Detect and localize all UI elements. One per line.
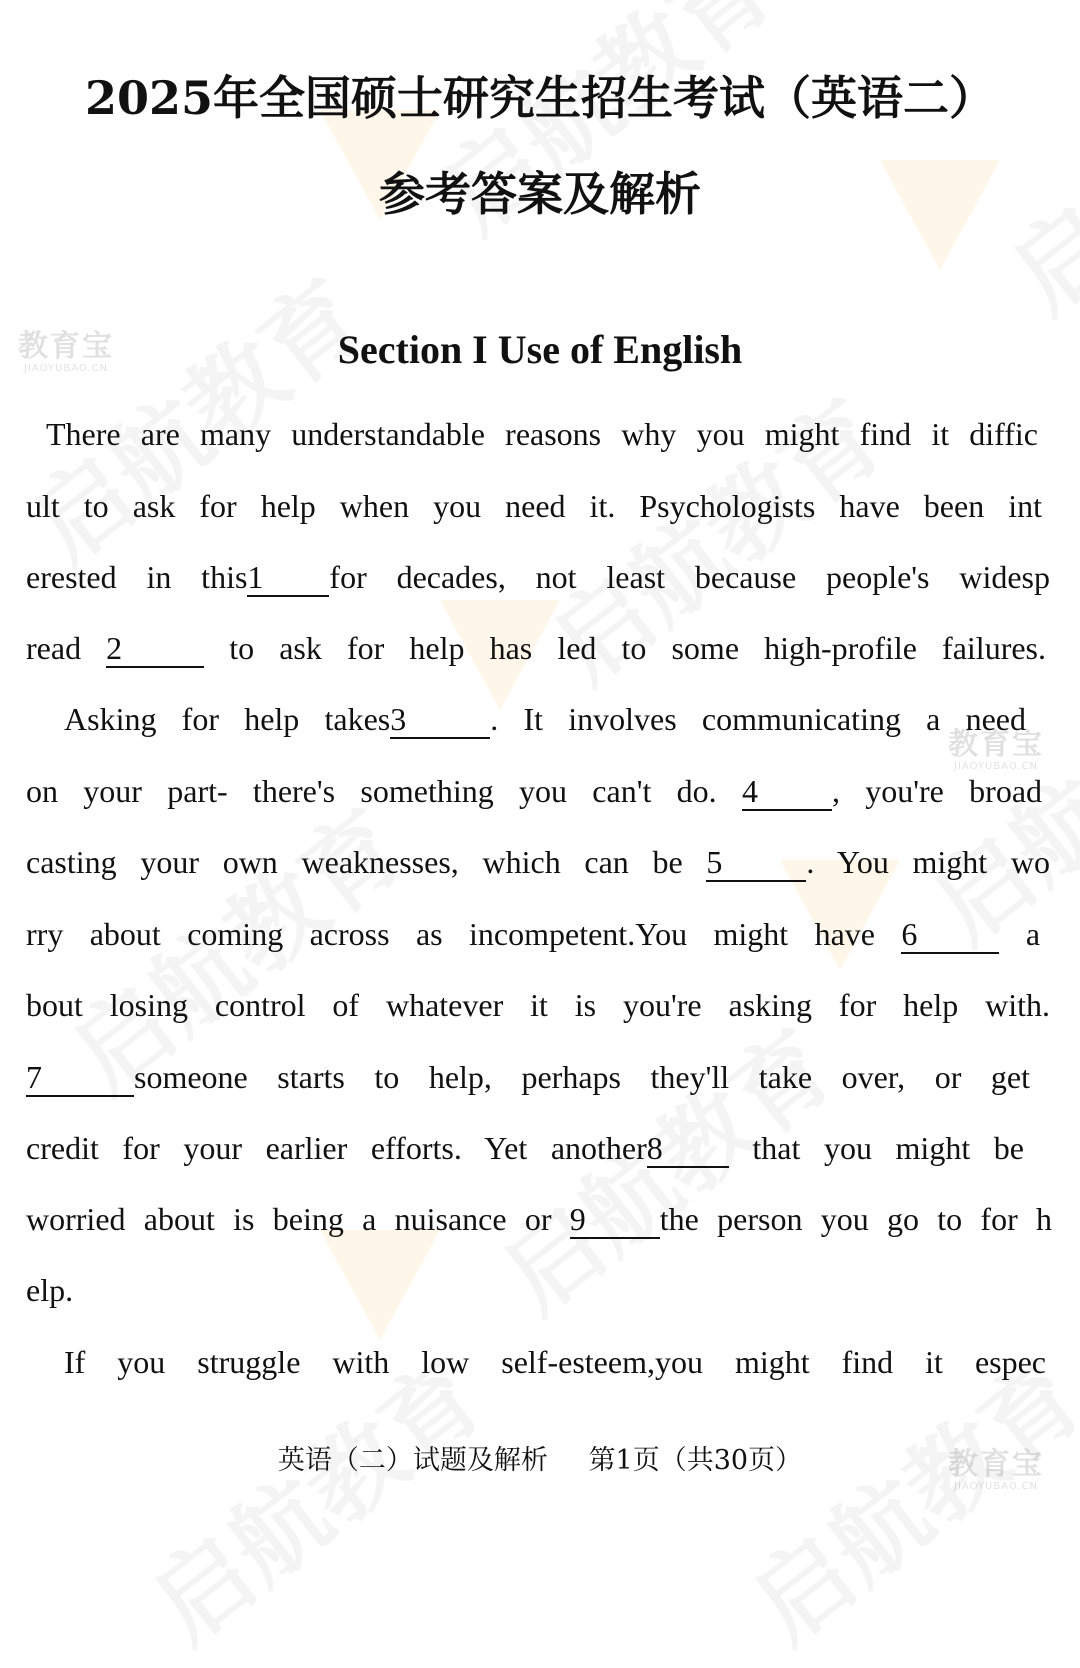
passage-line: If you struggle with low self-esteem,you might find it espec xyxy=(64,1344,1046,1380)
blank-7: 7 xyxy=(26,1059,134,1097)
passage-line: bout losing control of whatever it is you're asking for help with. xyxy=(26,987,1050,1023)
passage-line: 7 someone starts to help, perhaps they'll take over, or get xyxy=(26,1059,1030,1095)
footer-doc-label: 英语（二）试题及解析 xyxy=(277,1445,548,1476)
blank-2: 2 xyxy=(106,630,204,668)
blank-1: 1 xyxy=(247,559,329,597)
blank-3: 3 xyxy=(390,701,490,739)
passage-line: elp. xyxy=(26,1272,74,1308)
page-footer xyxy=(0,1438,1080,1477)
passage-line: casting your own weaknesses, which can be 5 . You might wo xyxy=(26,844,1051,880)
footer-page-number: 第1页（共30页） xyxy=(588,1445,803,1476)
passage-line: ult to ask for help when you need it. Psychologists have been int xyxy=(26,488,1042,524)
passage-line: worried about is being a nuisance or 9 the person you go to for h xyxy=(26,1201,1053,1237)
passage-line: There are many understandable reasons why you might find it diffic xyxy=(46,416,1038,452)
blank-4: 4 xyxy=(742,773,832,811)
passage-line: on your part- there's something you can't do. 4 , you're broad xyxy=(26,773,1043,809)
blank-5: 5 xyxy=(706,844,806,882)
passage-line: Asking for help takes3 . It involves communicating a need xyxy=(64,701,1027,737)
document-subtitle: 参考答案及解析 xyxy=(379,167,701,221)
jiaoyubao-logo-watermark: 教育宝 JIAOYUBAO.CN xyxy=(18,329,114,374)
blank-6: 6 xyxy=(901,916,999,954)
passage-line: erested in this1 for decades, not least because people's widesp xyxy=(26,559,1051,595)
passage-line: read 2 to ask for help has led to some high-profile failures. xyxy=(26,630,1047,666)
blank-8: 8 xyxy=(647,1130,729,1168)
section-heading: Section I Use of English xyxy=(337,327,743,372)
jiaoyubao-logo-watermark: 教育宝 JIAOYUBAO.CN xyxy=(948,1447,1044,1492)
document-title: 2025年全国硕士研究生招生考试（英语二） xyxy=(84,71,996,125)
passage-line: credit for your earlier efforts. Yet another8 that you might be xyxy=(26,1130,1025,1166)
passage-line: rry about coming across as incompetent.You might have 6 a xyxy=(26,916,1041,952)
blank-9: 9 xyxy=(570,1201,660,1239)
jiaoyubao-logo-watermark: 教育宝 JIAOYUBAO.CN xyxy=(948,727,1044,772)
